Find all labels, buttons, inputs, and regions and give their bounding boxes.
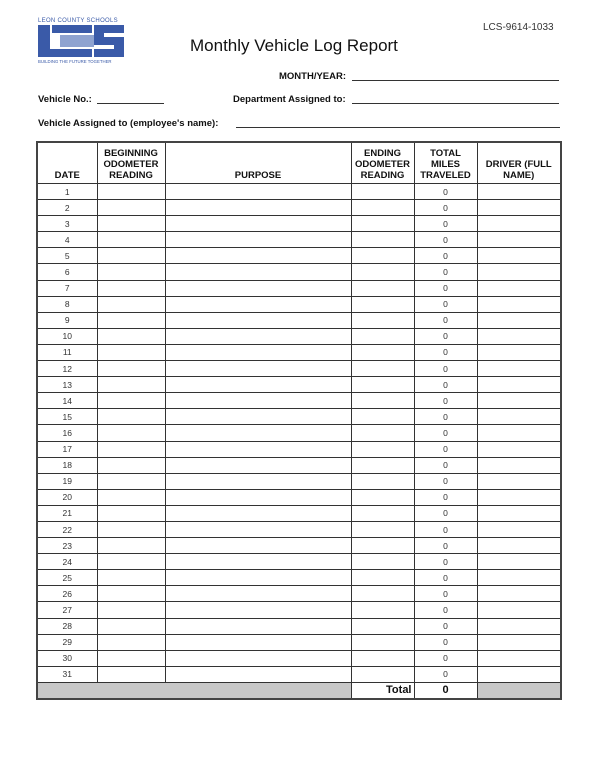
date-cell: 9 [37,312,97,328]
table-row [37,200,561,216]
driver-cell[interactable] [477,312,561,328]
table-row [37,650,561,666]
table-row [37,634,561,650]
ending-odometer-cell[interactable] [351,618,414,634]
driver-cell[interactable] [477,296,561,312]
ending-odometer-cell[interactable] [351,184,414,200]
purpose-cell[interactable] [165,618,351,634]
ending-odometer-cell[interactable] [351,473,414,489]
driver-cell[interactable] [477,264,561,280]
total-miles-cell: 0 [414,521,477,537]
date-cell: 13 [37,377,97,393]
beginning-odometer-cell[interactable] [97,441,165,457]
total-miles-cell: 0 [414,264,477,280]
ending-odometer-cell[interactable] [351,457,414,473]
beginning-odometer-cell[interactable] [97,361,165,377]
purpose-cell[interactable] [165,393,351,409]
total-miles-cell: 0 [414,489,477,505]
ending-odometer-cell[interactable] [351,586,414,602]
purpose-cell[interactable] [165,344,351,360]
purpose-cell[interactable] [165,473,351,489]
table-row [37,586,561,602]
total-miles-cell: 0 [414,586,477,602]
total-miles-cell: 0 [414,473,477,489]
beginning-odometer-cell[interactable] [97,650,165,666]
beginning-odometer-cell[interactable] [97,280,165,296]
date-cell: 30 [37,650,97,666]
date-cell: 5 [37,248,97,264]
date-cell: 16 [37,425,97,441]
beginning-odometer-cell[interactable] [97,312,165,328]
form-id: LCS-9614-1033 [483,22,554,33]
table-row [37,457,561,473]
purpose-cell[interactable] [165,521,351,537]
table-row [37,248,561,264]
purpose-cell[interactable] [165,489,351,505]
beginning-odometer-cell[interactable] [97,521,165,537]
employee-field[interactable] [236,127,560,128]
date-cell: 6 [37,264,97,280]
date-cell: 29 [37,634,97,650]
beginning-odometer-cell[interactable] [97,328,165,344]
driver-cell[interactable] [477,409,561,425]
beginning-odometer-cell[interactable] [97,200,165,216]
header-purpose: PURPOSE [165,142,351,184]
date-cell: 20 [37,489,97,505]
beginning-odometer-cell[interactable] [97,602,165,618]
total-miles-cell: 0 [414,554,477,570]
beginning-odometer-cell[interactable] [97,184,165,200]
total-value: 0 [414,682,477,699]
beginning-odometer-cell[interactable] [97,457,165,473]
total-miles-cell: 0 [414,248,477,264]
logo-top-text: LEON COUNTY SCHOOLS [38,18,118,24]
beginning-odometer-cell[interactable] [97,264,165,280]
table-row [37,280,561,296]
ending-odometer-cell[interactable] [351,280,414,296]
table-row [37,264,561,280]
beginning-odometer-cell[interactable] [97,232,165,248]
beginning-odometer-cell[interactable] [97,409,165,425]
total-miles-cell: 0 [414,328,477,344]
date-cell: 4 [37,232,97,248]
beginning-odometer-cell[interactable] [97,618,165,634]
driver-cell[interactable] [477,570,561,586]
table-row [37,393,561,409]
total-miles-cell: 0 [414,409,477,425]
purpose-cell[interactable] [165,634,351,650]
date-cell: 21 [37,505,97,521]
driver-cell[interactable] [477,554,561,570]
date-cell: 25 [37,570,97,586]
beginning-odometer-cell[interactable] [97,393,165,409]
date-cell: 3 [37,216,97,232]
total-miles-cell: 0 [414,650,477,666]
ending-odometer-cell[interactable] [351,425,414,441]
table-row [37,328,561,344]
date-cell: 28 [37,618,97,634]
driver-cell[interactable] [477,344,561,360]
beginning-odometer-cell[interactable] [97,216,165,232]
total-miles-cell: 0 [414,184,477,200]
total-miles-cell: 0 [414,296,477,312]
purpose-cell[interactable] [165,505,351,521]
ending-odometer-cell[interactable] [351,409,414,425]
total-miles-cell: 0 [414,441,477,457]
beginning-odometer-cell[interactable] [97,666,165,682]
beginning-odometer-cell[interactable] [97,344,165,360]
header-date: DATE [37,142,97,184]
driver-cell[interactable] [477,489,561,505]
ending-odometer-cell[interactable] [351,296,414,312]
driver-cell[interactable] [477,505,561,521]
date-cell: 7 [37,280,97,296]
ending-odometer-cell[interactable] [351,666,414,682]
date-cell: 31 [37,666,97,682]
lcs-logo-mark [38,25,124,57]
lcs-logo [38,18,126,68]
vehicle-no-label: Vehicle No.: [38,94,92,105]
purpose-cell[interactable] [165,216,351,232]
ending-odometer-cell[interactable] [351,200,414,216]
purpose-cell[interactable] [165,328,351,344]
purpose-cell[interactable] [165,184,351,200]
total-label: Total [351,682,414,699]
department-field[interactable] [352,103,559,104]
vehicle-log-table [36,141,562,700]
driver-cell[interactable] [477,666,561,682]
purpose-cell[interactable] [165,666,351,682]
purpose-cell[interactable] [165,570,351,586]
purpose-cell[interactable] [165,650,351,666]
beginning-odometer-cell[interactable] [97,505,165,521]
total-row-filler-right [477,682,561,699]
purpose-cell[interactable] [165,377,351,393]
table-row [37,505,561,521]
ending-odometer-cell[interactable] [351,489,414,505]
beginning-odometer-cell[interactable] [97,248,165,264]
department-label: Department Assigned to: [233,94,346,105]
driver-cell[interactable] [477,184,561,200]
ending-odometer-cell[interactable] [351,538,414,554]
ending-odometer-cell[interactable] [351,393,414,409]
driver-cell[interactable] [477,393,561,409]
date-cell: 19 [37,473,97,489]
month-year-label: MONTH/YEAR: [279,71,347,82]
ending-odometer-cell[interactable] [351,650,414,666]
purpose-cell[interactable] [165,586,351,602]
month-year-field[interactable] [352,80,559,81]
driver-cell[interactable] [477,457,561,473]
ending-odometer-cell[interactable] [351,554,414,570]
driver-cell[interactable] [477,232,561,248]
header-ending-odometer: ENDING ODOMETER READING [351,142,414,184]
driver-cell[interactable] [477,425,561,441]
total-miles-cell: 0 [414,232,477,248]
date-cell: 18 [37,457,97,473]
total-miles-cell: 0 [414,457,477,473]
purpose-cell[interactable] [165,248,351,264]
ending-odometer-cell[interactable] [351,248,414,264]
table-row [37,441,561,457]
driver-cell[interactable] [477,473,561,489]
ending-odometer-cell[interactable] [351,344,414,360]
driver-cell[interactable] [477,618,561,634]
header-beginning-odometer: BEGINNING ODOMETER READING [97,142,165,184]
date-cell: 14 [37,393,97,409]
table-row [37,312,561,328]
total-miles-cell: 0 [414,666,477,682]
date-cell: 11 [37,344,97,360]
total-miles-cell: 0 [414,361,477,377]
driver-cell[interactable] [477,650,561,666]
purpose-cell[interactable] [165,232,351,248]
total-miles-cell: 0 [414,280,477,296]
driver-cell[interactable] [477,361,561,377]
date-cell: 24 [37,554,97,570]
driver-cell[interactable] [477,280,561,296]
driver-cell[interactable] [477,200,561,216]
total-miles-cell: 0 [414,538,477,554]
ending-odometer-cell[interactable] [351,602,414,618]
beginning-odometer-cell[interactable] [97,570,165,586]
header-driver: DRIVER (FULL NAME) [477,142,561,184]
beginning-odometer-cell[interactable] [97,296,165,312]
date-cell: 10 [37,328,97,344]
vehicle-no-field[interactable] [97,103,164,104]
purpose-cell[interactable] [165,457,351,473]
page-title: Monthly Vehicle Log Report [190,36,398,55]
total-miles-cell: 0 [414,505,477,521]
beginning-odometer-cell[interactable] [97,634,165,650]
table-row [37,521,561,537]
employee-label: Vehicle Assigned to (employee's name): [38,118,219,129]
date-cell: 8 [37,296,97,312]
total-miles-cell: 0 [414,377,477,393]
beginning-odometer-cell[interactable] [97,489,165,505]
driver-cell[interactable] [477,538,561,554]
driver-cell[interactable] [477,634,561,650]
table-row [37,361,561,377]
ending-odometer-cell[interactable] [351,312,414,328]
table-row [37,184,561,200]
beginning-odometer-cell[interactable] [97,377,165,393]
table-row [37,344,561,360]
driver-cell[interactable] [477,248,561,264]
purpose-cell[interactable] [165,441,351,457]
date-cell: 23 [37,538,97,554]
date-cell: 2 [37,200,97,216]
date-cell: 12 [37,361,97,377]
date-cell: 22 [37,521,97,537]
header-total-miles: TOTAL MILES TRAVELED [414,142,477,184]
ending-odometer-cell[interactable] [351,377,414,393]
beginning-odometer-cell[interactable] [97,586,165,602]
purpose-cell[interactable] [165,409,351,425]
driver-cell[interactable] [477,377,561,393]
total-miles-cell: 0 [414,618,477,634]
table-row [37,570,561,586]
purpose-cell[interactable] [165,554,351,570]
table-row [37,377,561,393]
total-miles-cell: 0 [414,634,477,650]
purpose-cell[interactable] [165,280,351,296]
table-row [37,554,561,570]
beginning-odometer-cell[interactable] [97,554,165,570]
driver-cell[interactable] [477,521,561,537]
logo-tagline: BUILDING THE FUTURE TOGETHER [38,59,112,64]
table-row [37,425,561,441]
table-row [37,618,561,634]
total-row-filler [37,682,351,699]
purpose-cell[interactable] [165,296,351,312]
date-cell: 26 [37,586,97,602]
total-miles-cell: 0 [414,570,477,586]
ending-odometer-cell[interactable] [351,264,414,280]
driver-cell[interactable] [477,602,561,618]
table-row [37,666,561,682]
table-row [37,216,561,232]
beginning-odometer-cell[interactable] [97,425,165,441]
total-miles-cell: 0 [414,344,477,360]
total-miles-cell: 0 [414,200,477,216]
date-cell: 27 [37,602,97,618]
purpose-cell[interactable] [165,264,351,280]
beginning-odometer-cell[interactable] [97,538,165,554]
driver-cell[interactable] [477,328,561,344]
purpose-cell[interactable] [165,200,351,216]
purpose-cell[interactable] [165,425,351,441]
total-miles-cell: 0 [414,393,477,409]
table-row [37,296,561,312]
purpose-cell[interactable] [165,538,351,554]
ending-odometer-cell[interactable] [351,505,414,521]
ending-odometer-cell[interactable] [351,328,414,344]
table-row [37,489,561,505]
ending-odometer-cell[interactable] [351,570,414,586]
ending-odometer-cell[interactable] [351,216,414,232]
ending-odometer-cell[interactable] [351,521,414,537]
total-row [37,682,561,699]
ending-odometer-cell[interactable] [351,232,414,248]
driver-cell[interactable] [477,441,561,457]
ending-odometer-cell[interactable] [351,441,414,457]
driver-cell[interactable] [477,216,561,232]
table-row [37,602,561,618]
beginning-odometer-cell[interactable] [97,473,165,489]
ending-odometer-cell[interactable] [351,634,414,650]
total-miles-cell: 0 [414,312,477,328]
date-cell: 15 [37,409,97,425]
date-cell: 1 [37,184,97,200]
table-row [37,232,561,248]
total-miles-cell: 0 [414,216,477,232]
table-row [37,409,561,425]
date-cell: 17 [37,441,97,457]
purpose-cell[interactable] [165,602,351,618]
total-miles-cell: 0 [414,602,477,618]
purpose-cell[interactable] [165,361,351,377]
driver-cell[interactable] [477,586,561,602]
ending-odometer-cell[interactable] [351,361,414,377]
table-row [37,538,561,554]
purpose-cell[interactable] [165,312,351,328]
total-miles-cell: 0 [414,425,477,441]
table-row [37,473,561,489]
